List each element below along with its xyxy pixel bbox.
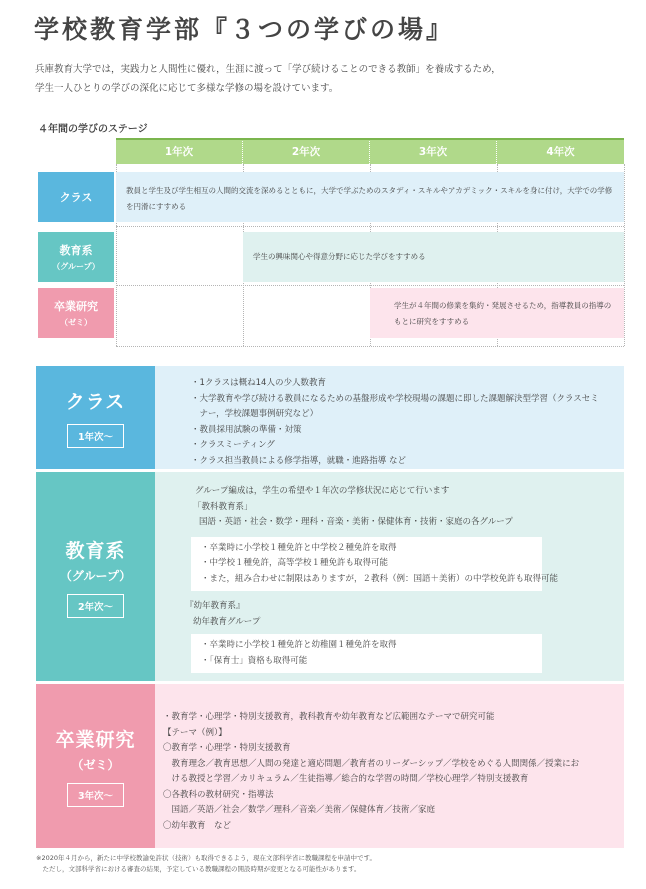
list-item: ・クラス担当教員による修学指導，就職・進路指導 など [191, 455, 406, 466]
grid-divider [116, 226, 624, 227]
stage-row-label-seminar [38, 288, 114, 338]
detail-seminar-body [155, 684, 624, 848]
young-group-box [191, 634, 542, 673]
stage-band-text: 学生の興味関心や得意分野に応じた学びをすすめる [253, 252, 426, 261]
list-item: ・卒業時に小学校１種免許と幼稚園１種免許を取得 [201, 640, 397, 650]
subject-group-title: 「教科教育系」 [193, 501, 253, 512]
detail-seminar [36, 684, 624, 848]
page-title: 学校教育学部『３つの学びの場』 [34, 15, 455, 44]
detail-group-body [155, 472, 624, 681]
year-3: 3年次 [370, 138, 497, 164]
detail-class-body [155, 366, 624, 469]
stage-band-group [243, 232, 624, 282]
section-title: 教育系 [65, 539, 126, 562]
year-badge: 1年次～ [67, 424, 124, 448]
stage-row-title: クラス [59, 191, 93, 204]
stage-row-label-class [38, 172, 114, 222]
list-item: ・大学教育や学び続ける教員になるための基盤形成や学校現場の課題に即した課題解決型学習（クラスセミ [191, 393, 599, 404]
detail-seminar-label [36, 684, 155, 848]
stage-row-title: 卒業研究 [54, 300, 98, 313]
stage-band-class [116, 172, 624, 222]
year-header-rule [116, 138, 624, 140]
grid-divider [624, 164, 625, 346]
detail-class [36, 366, 624, 469]
list-item: ・卒業時に小学校１種免許と中学校２種免許を取得 [201, 542, 397, 553]
section-subtitle: （グループ） [59, 568, 132, 583]
footnote [36, 853, 376, 875]
footnote-line: ただし，文部科学省における審査の結果，予定している教職課程の開設時期が変更となる可能性があります。 [36, 865, 361, 873]
list-item: 〇各教科の教材研究・指導法 [163, 789, 274, 800]
footnote-line: ※2020年４月から，新たに中学校教諭免許状（技術）も取得できるよう，現在文部科学省に教職課程を申請中です。 [36, 854, 376, 862]
year-header [116, 138, 624, 164]
young-group-list: 幼年教育グループ [193, 616, 261, 627]
section-title: 卒業研究 [55, 729, 136, 751]
subject-group-list: 国語・英語・社会・数学・理科・音楽・美術・保健体育・技術・家庭の各グループ [199, 517, 513, 527]
detail-group [36, 472, 624, 681]
stages-heading: ４年間の学びのステージ [38, 124, 148, 135]
intro-line: 兵庫教育大学では，実践力と人間性に優れ，生涯に渡って「学び続けることのできる教師」を養成するため， [35, 64, 501, 75]
group-intro: グループ編成は，学生の希望や１年次の学修状況に応じて行います [195, 486, 450, 496]
year-badge: 3年次～ [67, 783, 124, 807]
stage-row-title: 教育系 [59, 244, 93, 257]
list-item: ・「保育士」資格も取得可能 [201, 655, 308, 666]
grid-divider [116, 285, 624, 286]
list-item: 教育理念／教育思想／人間の発達と適応問題／教育者のリーダーシップ／学校をめぐる人間関係／授業にお [163, 758, 580, 769]
list-item: 〇教育学・心理学・特別支援教育 [163, 743, 291, 753]
list-item: ・また，組み合わせに制限はありますが，２教科（例：国語＋美術）の中学校免許も取得可能 [201, 573, 559, 584]
list-item: 国語／英語／社会／数学／理科／音楽／美術／保健体育／技術／家庭 [163, 805, 436, 815]
stage-band-text: 学生が４年間の修業を集約・発展させるため，指導教員の指導のもとに研究をすすめる [394, 301, 612, 326]
stage-row-subtitle: （グループ） [52, 262, 100, 271]
young-group-title: 『幼年教育系』 [185, 601, 245, 611]
subject-group-box [191, 537, 559, 592]
year-2: 2年次 [243, 138, 370, 164]
list-item: ける教授と学習／カリキュラム／生徒指導／総合的な学習の時間／学校心理学／特別支援教育 [163, 774, 529, 784]
list-item: ・中学校１種免許，高等学校１種免許も取得可能 [201, 558, 389, 568]
year-badge: 2年次～ [67, 594, 124, 618]
section-title: クラス [65, 391, 126, 413]
year-4: 4年次 [497, 138, 624, 164]
list-item: 【テーマ（例）】 [163, 727, 227, 738]
detail-class-label [36, 366, 155, 469]
list-item: ・教員採用試験の準備・対策 [191, 424, 302, 435]
stage-band-text: 教員と学生及び学生相互の人間的交流を深めるとともに，大学で学ぶためのスタディ・スキルやアカデミック・スキルを身に付け，大学での学修を円滑にすすめる [126, 186, 613, 211]
list-item: 〇幼年教育 など [163, 820, 232, 831]
detail-group-label [36, 472, 155, 681]
intro-text [35, 60, 635, 98]
list-item: ・1クラスは概ね14人の少人数教育 [191, 378, 326, 388]
grid-divider [116, 346, 624, 347]
section-subtitle: （ゼミ） [71, 758, 120, 772]
stage-band-seminar [370, 288, 624, 338]
list-item: ・教育学・心理学・特別支援教育，教科教育や幼年教育など広範囲なテーマで研究可能 [163, 712, 495, 722]
intro-line: 学生一人ひとりの学びの深化に応じて多様な学修の場を設けています。 [35, 83, 339, 94]
stage-row-label-group [38, 232, 114, 282]
list-item: ナー，学校課題事例研究など） [191, 409, 319, 419]
list-item: ・クラスミーティング [191, 440, 275, 450]
stage-row-subtitle: （ゼミ） [60, 318, 92, 327]
year-1: 1年次 [116, 138, 243, 164]
